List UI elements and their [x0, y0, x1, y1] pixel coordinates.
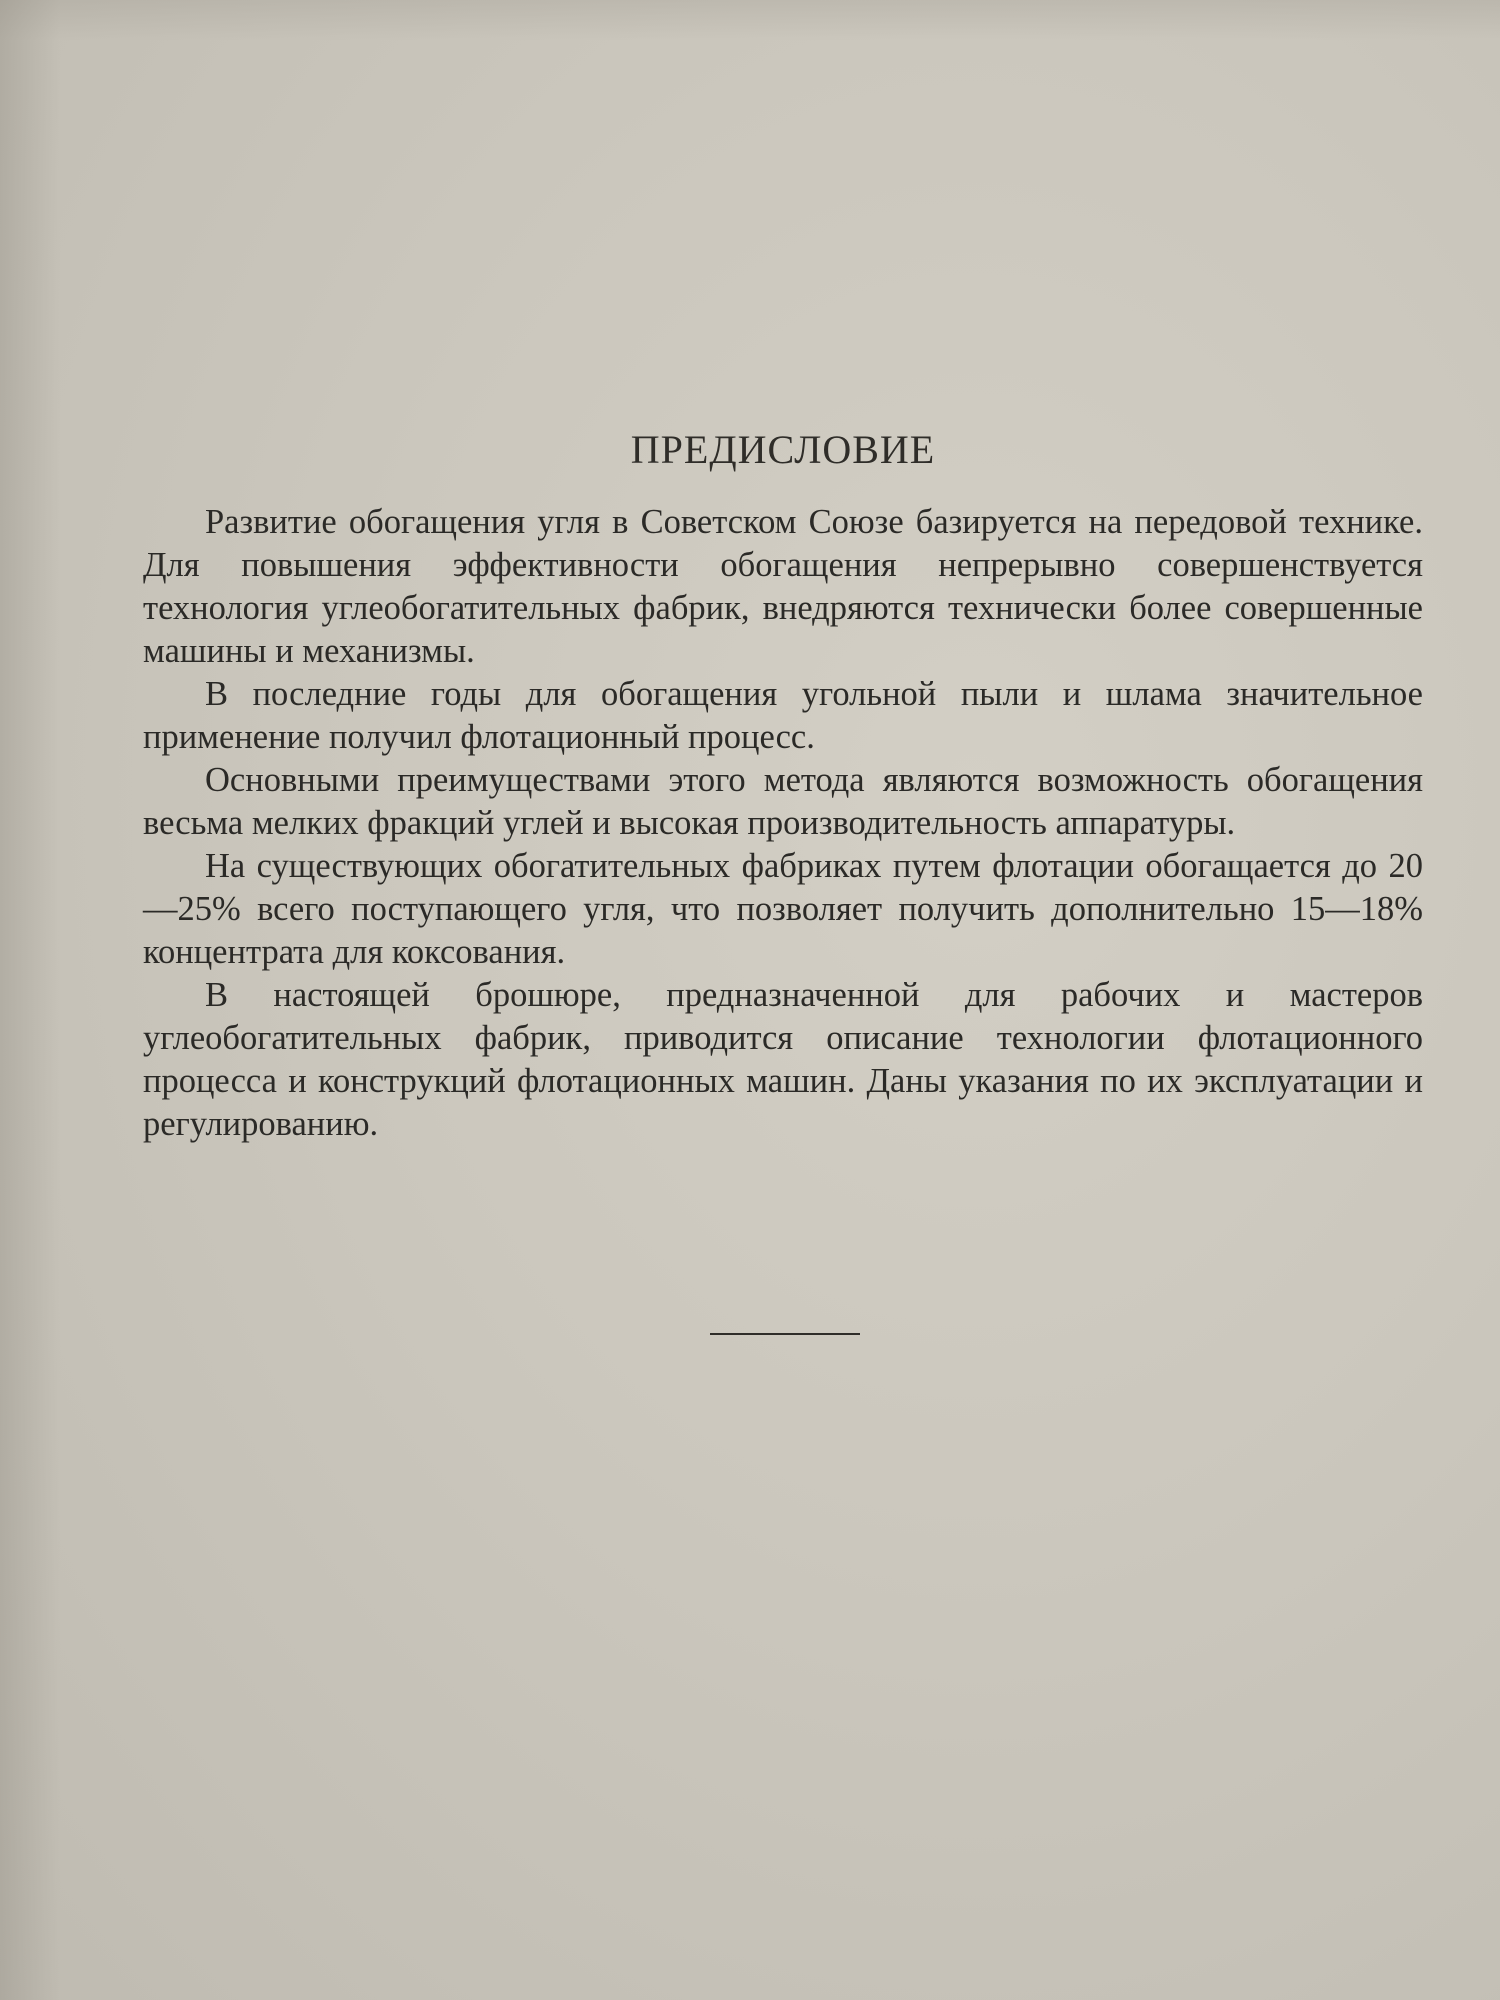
page-title: ПРЕДИСЛОВИЕ [630, 427, 936, 472]
paragraph-2: В последние годы для обогащения угольной пыли и шлама значительное применение получил флотационный процесс. [143, 675, 1423, 756]
paragraph-4: На существующих обогатительных фабриках путем флотации обогащается до 20—25% всего поступающего угля, что позволяет получить дополнительно 15—18% концентрата для коксования. [143, 847, 1423, 971]
preface-section [143, 426, 1423, 1146]
paragraph-3: Основными преимуществами этого метода являются возможность обогащения весьма мелких фракций углей и высокая производительность аппаратуры. [143, 761, 1423, 842]
paragraph-5: В настоящей брошюре, предназначенной для рабочих и мастеров углеобогатительных фабрик, приводится описание технологии флотационного процесса и конструкций флотационных машин. Даны указания по их эксплуатации и регулированию. [143, 976, 1423, 1143]
section-divider [710, 1333, 860, 1335]
paragraph-1: Развитие обогащения угля в Советском Союзе базируется на передовой технике. Для повышения эффективности обогащения непрерывно совершенствуется технология углеобогатительных фабрик, внедряются технически более совершенные машины и механизмы. [143, 503, 1423, 670]
page-shadow [0, 0, 60, 2000]
page-shadow-top [0, 0, 1500, 40]
